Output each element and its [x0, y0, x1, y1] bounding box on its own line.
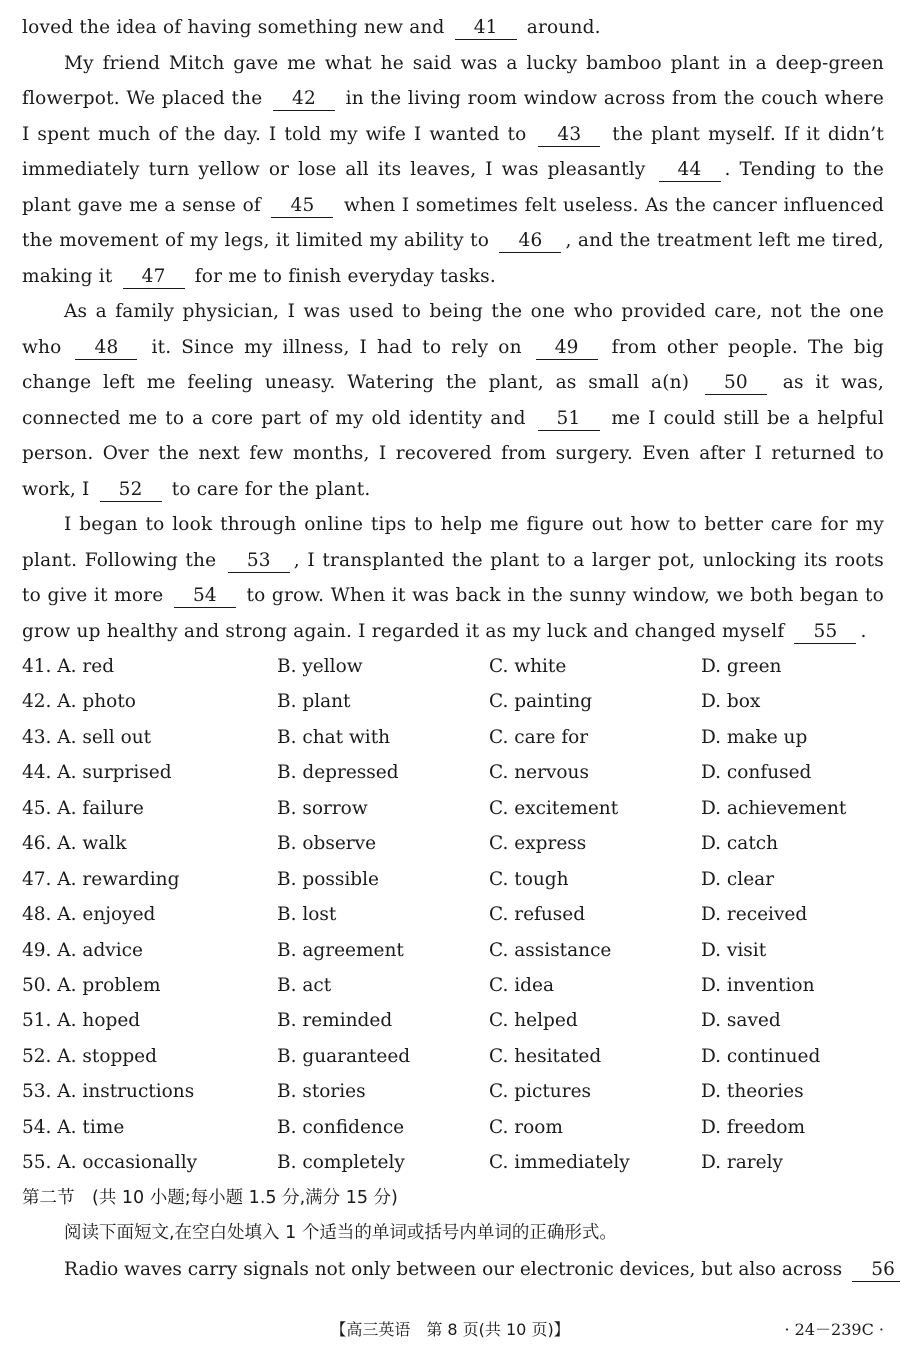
passage-text: around.: [526, 17, 601, 38]
passage-text: loved the idea of having something new and: [22, 17, 445, 38]
option-c[interactable]: C. pictures: [489, 1081, 592, 1103]
option-a[interactable]: 50. A. problem: [22, 974, 161, 996]
passage-paragraph-2: [22, 294, 884, 507]
option-a[interactable]: 55. A. occasionally: [22, 1152, 198, 1174]
option-b[interactable]: B. lost: [277, 904, 337, 926]
passage-text: . Tending to the plant gave me a sense of: [22, 159, 884, 216]
passage-text: from other people. The big change left me feeling uneasy. Watering the plant, as small a(n): [22, 336, 884, 393]
option-c[interactable]: C. painting: [489, 691, 593, 713]
blank-46[interactable]: 46: [499, 230, 561, 253]
option-c[interactable]: C. idea: [489, 974, 554, 996]
option-a[interactable]: 53. A. instructions: [22, 1081, 195, 1103]
option-c[interactable]: C. room: [489, 1116, 563, 1138]
option-b[interactable]: B. guaranteed: [277, 1045, 411, 1067]
passage-text: , and the treatment left me tired, making it: [22, 230, 884, 287]
blank-45[interactable]: 45: [271, 195, 333, 218]
blank-44[interactable]: 44: [659, 159, 721, 182]
option-a[interactable]: 45. A. failure: [22, 797, 144, 819]
blank-48[interactable]: 48: [75, 337, 137, 360]
option-row: [22, 755, 884, 790]
option-row: [22, 1003, 884, 1038]
blank-41[interactable]: 41: [455, 17, 517, 40]
option-d[interactable]: D. confused: [701, 762, 812, 784]
option-b[interactable]: B. chat with: [277, 726, 391, 748]
option-row: [22, 1145, 884, 1180]
option-b[interactable]: B. agreement: [277, 939, 404, 961]
blank-49[interactable]: 49: [536, 337, 598, 360]
option-row: [22, 649, 884, 684]
option-c[interactable]: C. refused: [489, 904, 586, 926]
blank-50[interactable]: 50: [705, 372, 767, 395]
passage-text: , I transplanted the plant to a larger pot, unlocking its roots to give it more: [22, 549, 884, 606]
passage-text: in the living room window across from the couch where I spent much of the day. I told my wife I wanted to: [22, 88, 884, 145]
option-b[interactable]: B. yellow: [277, 656, 363, 677]
blank-52[interactable]: 52: [100, 479, 162, 502]
option-d[interactable]: D. theories: [701, 1081, 804, 1103]
option-row: [22, 1074, 884, 1109]
option-c[interactable]: C. tough: [489, 868, 569, 890]
option-c[interactable]: C. helped: [489, 1010, 578, 1032]
option-b[interactable]: B. confidence: [277, 1116, 405, 1138]
option-a[interactable]: 54. A. time: [22, 1116, 125, 1138]
option-b[interactable]: B. sorrow: [277, 797, 368, 819]
option-c[interactable]: C. nervous: [489, 762, 589, 784]
option-c[interactable]: C. excitement: [489, 797, 619, 819]
option-a[interactable]: 51. A. hoped: [22, 1010, 141, 1032]
option-c[interactable]: C. immediately: [489, 1152, 630, 1174]
option-c[interactable]: C. express: [489, 833, 587, 855]
option-row: [22, 684, 884, 719]
passage-text: it. Since my illness, I had to rely on: [151, 336, 522, 358]
passage-text: Radio waves carry signals not only between our electronic devices, but also across: [64, 1258, 843, 1280]
blank-43[interactable]: 43: [538, 124, 600, 147]
passage-line-continued: [22, 10, 884, 46]
option-d[interactable]: D. visit: [701, 939, 767, 961]
option-d[interactable]: D. freedom: [701, 1116, 806, 1138]
passage-text: I began to look through online tips to help me figure out how to better care for my plant. Following the: [22, 514, 884, 571]
option-a[interactable]: 49. A. advice: [22, 939, 143, 961]
blank-47[interactable]: 47: [123, 266, 185, 289]
option-b[interactable]: B. completely: [277, 1152, 405, 1174]
passage-paragraph-1: [22, 46, 884, 295]
blank-51[interactable]: 51: [538, 408, 600, 431]
section-heading: 第二节 (共 10 小题;每小题 1.5 分,满分 15 分): [22, 1187, 398, 1208]
option-d[interactable]: D. invention: [701, 974, 815, 996]
passage-text: to care for the plant.: [171, 478, 371, 500]
option-a[interactable]: 52. A. stopped: [22, 1045, 157, 1067]
option-a[interactable]: 42. A. photo: [22, 691, 136, 713]
footer-code: · 24－239C ·: [784, 1320, 884, 1339]
option-b[interactable]: B. act: [277, 974, 332, 996]
option-d[interactable]: D. received: [701, 904, 808, 926]
option-row: [22, 933, 884, 968]
passage-text: for me to finish everyday tasks.: [194, 265, 496, 287]
option-row: [22, 968, 884, 1003]
answer-options: [22, 649, 884, 1181]
option-d[interactable]: D. green: [701, 656, 782, 677]
passage-text: As a family physician, I was used to being the one who provided care, not the one who: [22, 301, 884, 358]
option-d[interactable]: D. clear: [701, 868, 775, 890]
option-c[interactable]: C. assistance: [489, 939, 612, 961]
page-content: [22, 10, 895, 1287]
blank-54[interactable]: 54: [174, 585, 236, 608]
option-d[interactable]: D. catch: [701, 833, 779, 855]
option-d[interactable]: D. achievement: [701, 797, 847, 819]
passage-text: My friend Mitch gave me what he said was a lucky bamboo plant in a deep-green flowerpot. We placed the: [22, 52, 884, 109]
option-a[interactable]: 47. A. rewarding: [22, 868, 180, 890]
blank-42[interactable]: 42: [273, 88, 335, 111]
option-row: [22, 791, 884, 826]
option-a[interactable]: 43. A. sell out: [22, 726, 152, 748]
footer-page-label: 【高三英语 第 8 页(共 10 页)】: [330, 1320, 570, 1339]
option-row: [22, 897, 884, 932]
passage-text: me I could still be a helpful person. Over the next few months, I recovered from surgery. Even after I returned to work, I: [22, 407, 884, 500]
option-c[interactable]: C. care for: [489, 726, 589, 748]
option-b[interactable]: B. observe: [277, 833, 377, 855]
option-b[interactable]: B. depressed: [277, 762, 399, 784]
option-b[interactable]: B. plant: [277, 691, 351, 713]
option-row: [22, 862, 884, 897]
option-a[interactable]: 41. A. red: [22, 656, 115, 677]
blank-53[interactable]: 53: [228, 550, 290, 573]
option-d[interactable]: D. continued: [701, 1045, 821, 1067]
option-b[interactable]: B. stories: [277, 1081, 366, 1103]
page-footer: [0, 1318, 900, 1342]
option-row: [22, 1039, 884, 1074]
option-c[interactable]: C. hesitated: [489, 1045, 602, 1067]
option-a[interactable]: 46. A. walk: [22, 833, 127, 855]
option-row: [22, 826, 884, 861]
option-d[interactable]: D. saved: [701, 1010, 781, 1032]
passage-text: to grow. When it was back in the sunny window, we both began to grow up healthy and strong again. I regarded it as my luck and changed myself: [22, 585, 884, 642]
option-d[interactable]: D. make up: [701, 726, 808, 748]
option-d[interactable]: D. rarely: [701, 1152, 783, 1174]
passage-text: as it was, connected me to a core part of my old identity and: [22, 372, 884, 429]
passage-paragraph-3: [22, 507, 884, 649]
passage-text: the plant myself. If it didn’t immediately turn yellow or lose all its leaves, I was pleasantly: [22, 123, 884, 180]
option-d[interactable]: D. box: [701, 691, 761, 713]
option-b[interactable]: B. reminded: [277, 1010, 393, 1032]
blank-55[interactable]: 55: [794, 621, 856, 644]
section-instruction: 阅读下面短文,在空白处填入 1 个适当的单词或括号内单词的正确形式。: [64, 1223, 617, 1244]
passage-2-line: [22, 1252, 895, 1288]
option-c[interactable]: C. white: [489, 656, 567, 677]
option-row: [22, 1110, 884, 1145]
option-a[interactable]: 44. A. surprised: [22, 762, 172, 784]
option-a[interactable]: 48. A. enjoyed: [22, 904, 156, 926]
option-row: [22, 720, 884, 755]
passage-text: .: [860, 620, 867, 642]
passage-text: when I sometimes felt useless. As the cancer influenced the movement of my legs, it limited my ability to: [22, 194, 884, 251]
option-b[interactable]: B. possible: [277, 868, 379, 890]
blank-56[interactable]: 56: [852, 1259, 900, 1282]
